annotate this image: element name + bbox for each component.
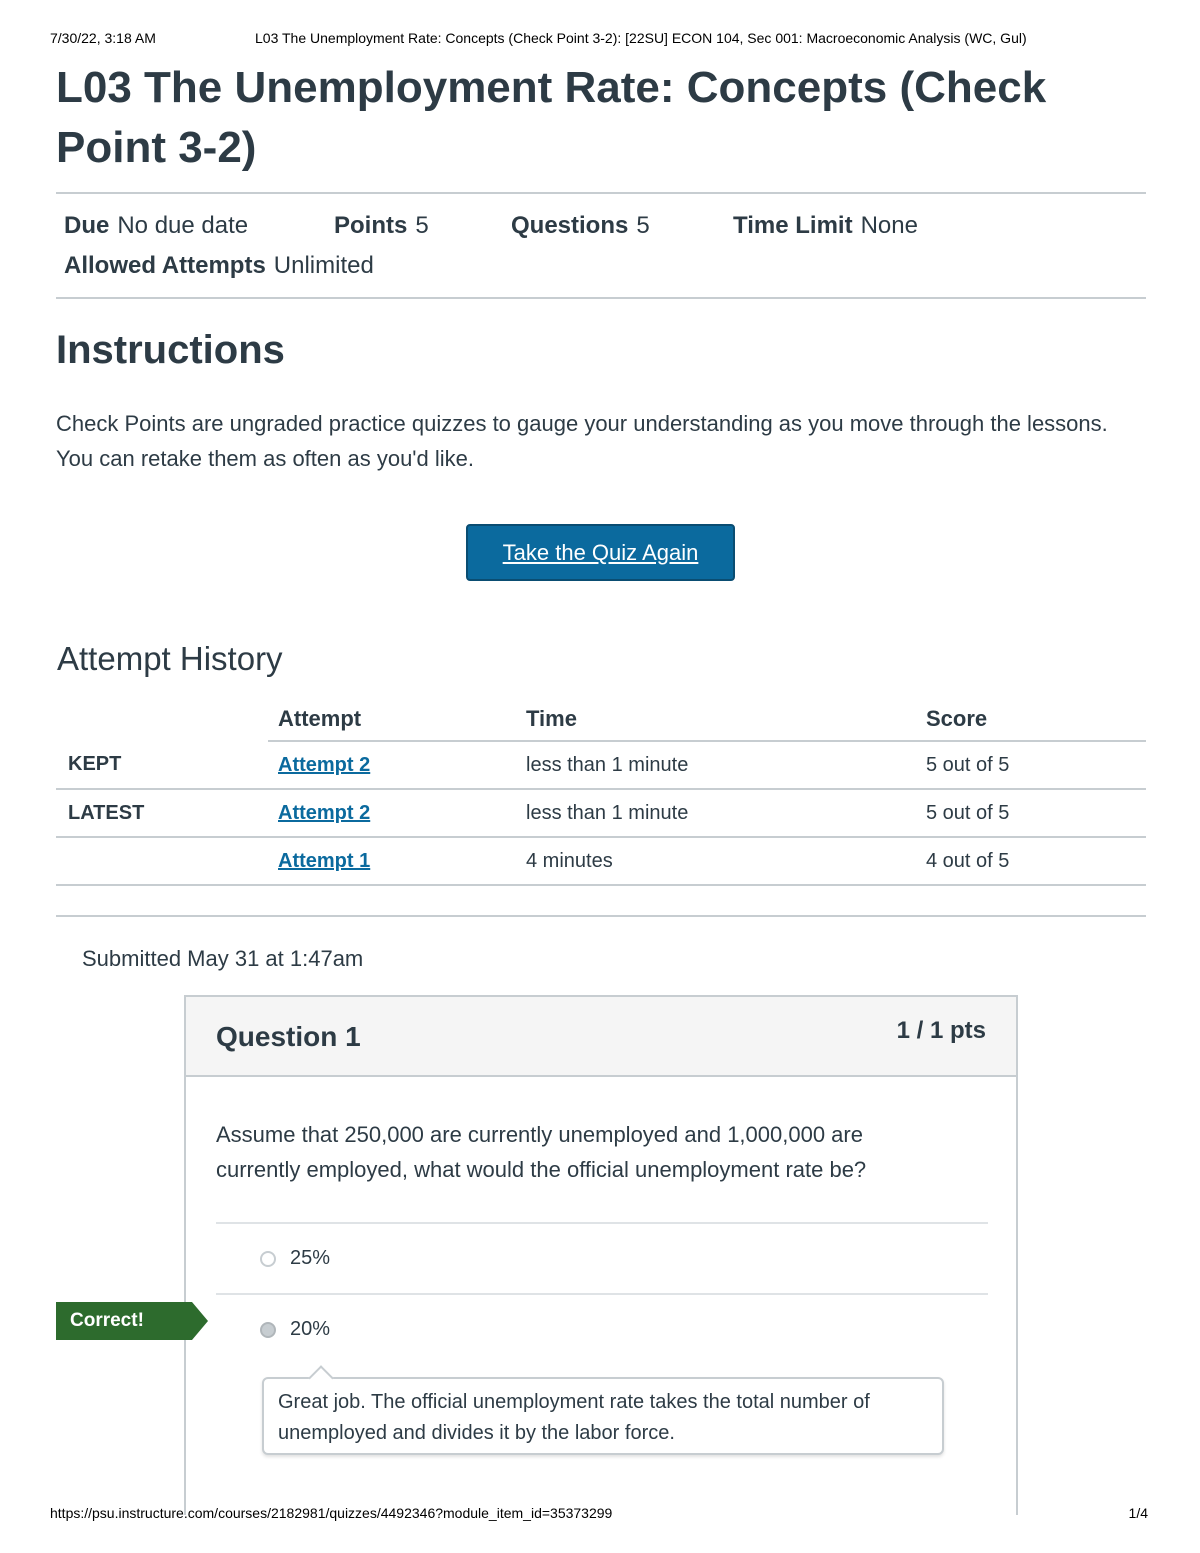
instructions-heading: Instructions <box>56 328 285 372</box>
question-text: Assume that 250,000 are currently unemployed and 1,000,000 are currently employed, what would the official unemployment rate be? <box>216 1122 867 1182</box>
attempt-score: 4 out of 5 <box>916 837 1146 885</box>
question-card <box>184 995 1018 1515</box>
submitted-timestamp: Submitted May 31 at 1:47am <box>82 946 364 971</box>
print-header <box>50 30 1150 46</box>
divider <box>56 297 1146 299</box>
radio-icon[interactable] <box>260 1251 276 1267</box>
attempt-status: LATEST <box>56 789 268 837</box>
attempt-time: less than 1 minute <box>516 789 916 837</box>
instructions-text: Check Points are ungraded practice quizzes to gauge your understanding as you move through the lessons. You can retake them as often as you'd like. <box>56 411 1108 471</box>
meta-points: Points 5 <box>334 212 429 239</box>
attempt-status: KEPT <box>56 741 268 789</box>
quiz-meta <box>64 206 918 286</box>
question-points: 1 / 1 pts <box>896 1017 986 1044</box>
attempt-link[interactable]: Attempt 2 <box>278 801 371 824</box>
column-header <box>56 698 268 741</box>
print-footer <box>50 1505 1148 1521</box>
column-header: Time <box>516 698 916 741</box>
attempt-status <box>56 837 268 885</box>
attempt-link[interactable]: Attempt 2 <box>278 753 371 776</box>
answer-label: 20% <box>290 1318 331 1340</box>
feedback-text: Great job. The official unemployment rate takes the total number of unemployed and divides it by the labor force. <box>278 1391 870 1444</box>
table-row <box>56 789 1146 837</box>
table-row <box>56 741 1146 789</box>
radio-checked-icon[interactable] <box>260 1322 276 1338</box>
meta-allowed-attempts: Allowed Attempts Unlimited <box>64 252 374 279</box>
print-document-title: L03 The Unemployment Rate: Concepts (Check Point 3-2): [22SU] ECON 104, Sec 001: Macroeconomic Analysis (WC, Gul) <box>255 30 1027 46</box>
answer-label: 25% <box>290 1247 331 1269</box>
answer-option-selected[interactable] <box>260 1318 330 1341</box>
page-title: L03 The Unemployment Rate: Concepts (Check Point 3-2) <box>56 63 1047 172</box>
attempt-history-heading: Attempt History <box>57 640 283 677</box>
attempt-history-table <box>56 698 1146 886</box>
attempt-score: 5 out of 5 <box>916 789 1146 837</box>
callout-arrow <box>308 1365 333 1390</box>
answer-option[interactable] <box>260 1247 330 1270</box>
question-title: Question 1 <box>216 1021 361 1052</box>
question-header <box>186 997 1016 1077</box>
divider <box>56 192 1146 194</box>
attempt-score: 5 out of 5 <box>916 741 1146 789</box>
table-row <box>56 837 1146 885</box>
column-header: Attempt <box>268 698 516 741</box>
answer-feedback <box>262 1377 944 1455</box>
divider <box>56 915 1146 917</box>
page-number: 1/4 <box>1128 1505 1148 1521</box>
table-header-row <box>56 698 1146 741</box>
meta-questions: Questions 5 <box>511 212 650 239</box>
answer-divider <box>216 1293 988 1295</box>
attempt-time: less than 1 minute <box>516 741 916 789</box>
print-url: https://psu.instructure.com/courses/2182981/quizzes/4492346?module_item_id=35373299 <box>50 1505 613 1521</box>
meta-time-limit: Time Limit None <box>733 212 918 239</box>
print-datetime: 7/30/22, 3:18 AM <box>50 30 156 46</box>
meta-due: Due No due date <box>64 212 249 239</box>
attempt-time: 4 minutes <box>516 837 916 885</box>
take-quiz-again-button[interactable]: Take the Quiz Again <box>466 524 735 581</box>
attempt-link[interactable]: Attempt 1 <box>278 849 371 872</box>
correct-answer-flag: Correct! <box>56 1302 192 1340</box>
column-header: Score <box>916 698 1146 741</box>
answer-divider <box>216 1222 988 1224</box>
